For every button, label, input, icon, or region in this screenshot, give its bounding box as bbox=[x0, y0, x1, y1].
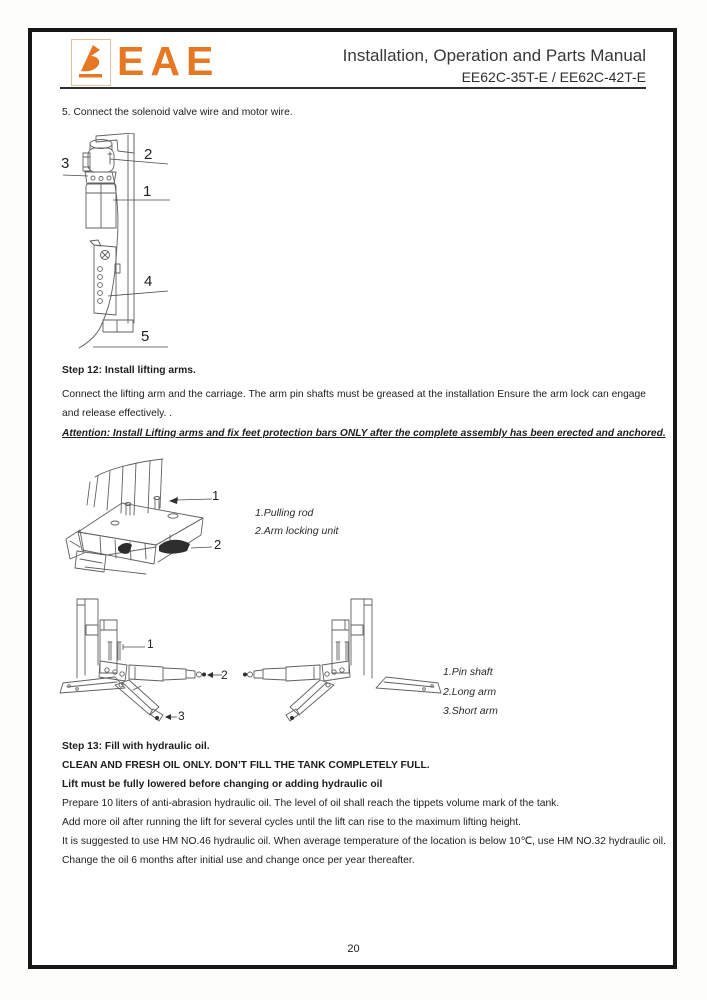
eae-logo-box bbox=[71, 39, 111, 86]
step13-warning-oil: CLEAN AND FRESH OIL ONLY. DON’T FILL THE TANK COMPLETELY FULL. bbox=[62, 760, 430, 771]
left-post-assembly bbox=[60, 599, 202, 721]
diagram2-legend-pulling-rod: 1.Pulling rod bbox=[255, 507, 314, 519]
page-number: 20 bbox=[347, 943, 360, 955]
step13-para-oil-grade: It is suggested to use HM NO.46 hydraulic oil. When average temperature of the location is below 10℃, use HM NO.32 hydraulic oil. bbox=[62, 836, 666, 847]
step13-para-prepare: Prepare 10 liters of anti-abrasion hydraulic oil. The level of oil shall reach the tippets volume mark of the tank. bbox=[62, 798, 560, 809]
posts-arms-diagram bbox=[55, 595, 455, 740]
diagram3-callout-3: 3 bbox=[178, 709, 185, 723]
step13-warning-lowered: Lift must be fully lowered before changing or adding hydraulic oil bbox=[62, 779, 383, 790]
arms-leader-lines bbox=[123, 644, 294, 720]
diagram1-callout-5: 5 bbox=[141, 328, 150, 345]
power-unit-drawing bbox=[79, 133, 134, 348]
diagram1-callout-2: 2 bbox=[144, 146, 153, 163]
attention-note: Attention: Install Lifting arms and fix feet protection bars ONLY after the complete assembly has been erected and anchored. bbox=[62, 428, 666, 439]
carriage-diagram bbox=[60, 455, 225, 575]
step12-heading: Step 12: Install lifting arms. bbox=[62, 365, 196, 376]
diagram2-callout-1: 1 bbox=[212, 488, 220, 503]
diagram3-legend-short-arm: 3.Short arm bbox=[443, 705, 498, 717]
diagram2-callout-2: 2 bbox=[214, 537, 222, 552]
eae-logo-text: EAE bbox=[117, 38, 220, 84]
diagram1-callout-1: 1 bbox=[143, 183, 152, 200]
step13-heading: Step 13: Fill with hydraulic oil. bbox=[62, 741, 210, 752]
intro-text: 5. Connect the solenoid valve wire and motor wire. bbox=[62, 107, 293, 118]
diagram3-legend-long-arm: 2.Long arm bbox=[443, 686, 497, 698]
manual-title: Installation, Operation and Parts Manual bbox=[342, 46, 646, 65]
eae-logo-icon bbox=[72, 40, 108, 83]
arm-lock-wedge-left bbox=[118, 543, 132, 554]
arm-lock-wedge-right bbox=[159, 540, 190, 554]
model-numbers: EE62C-35T-E / EE62C-42T-E bbox=[461, 69, 646, 85]
step13-para-add-oil: Add more oil after running the lift for several cycles until the lift can rise to the maximum lifting height. bbox=[62, 817, 521, 828]
power-unit-diagram bbox=[60, 133, 260, 358]
header-rule bbox=[60, 87, 646, 89]
diagram1-callout-4: 4 bbox=[144, 273, 153, 290]
step12-paragraph: Connect the lifting arm and the carriage. The arm pin shafts must be greased at the installation Ensure the arm lock can engage and release effectively. . bbox=[62, 389, 646, 419]
diagram3-callout-2: 2 bbox=[221, 668, 228, 682]
diagram1-callout-3: 3 bbox=[61, 155, 70, 172]
step13-para-change-oil: Change the oil 6 months after initial use and change once per year thereafter. bbox=[62, 855, 415, 866]
diagram2-legend-arm-locking-unit: 2.Arm locking unit bbox=[255, 525, 339, 537]
carriage-drawing bbox=[66, 459, 203, 574]
diagram3-callout-1: 1 bbox=[147, 637, 154, 651]
right-post-assembly bbox=[248, 599, 442, 721]
diagram3-legend-pin-shaft: 1.Pin shaft bbox=[443, 666, 493, 678]
